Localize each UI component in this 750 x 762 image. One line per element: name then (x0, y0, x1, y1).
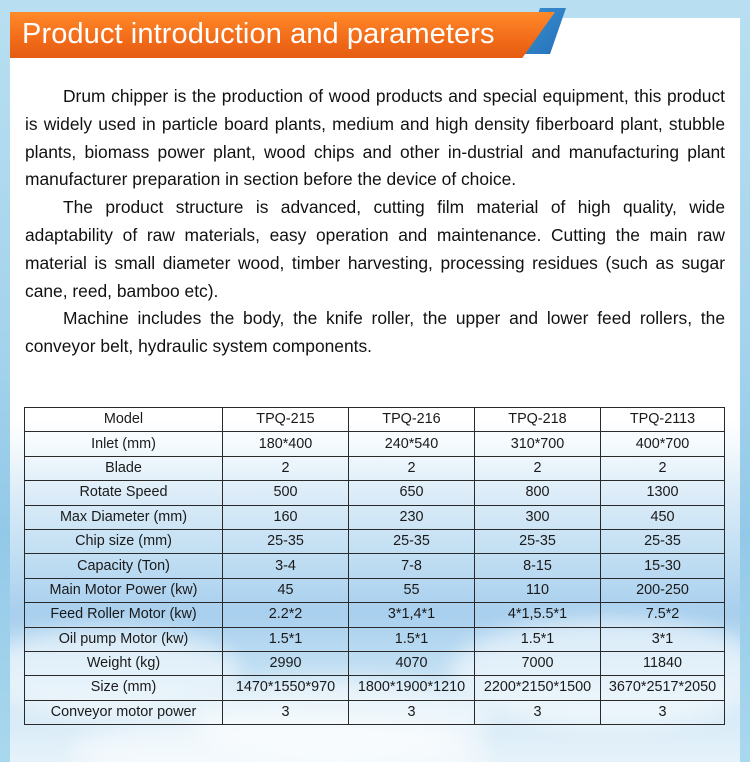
table-cell: 45 (223, 578, 349, 602)
table-cell: 1800*1900*1210 (349, 676, 475, 700)
table-cell: 3 (475, 700, 601, 724)
table-cell: 3 (601, 700, 725, 724)
table-row-label: Blade (25, 456, 223, 480)
table-cell: 230 (349, 505, 475, 529)
table-cell: 310*700 (475, 432, 601, 456)
table-cell: 25-35 (601, 529, 725, 553)
table-cell: 7.5*2 (601, 603, 725, 627)
table-cell: 4070 (349, 651, 475, 675)
table-row-label: Inlet (mm) (25, 432, 223, 456)
table-cell: 400*700 (601, 432, 725, 456)
table-header-row (25, 408, 725, 432)
table-cell: 3*1,4*1 (349, 603, 475, 627)
table-cell: 2 (601, 456, 725, 480)
table-cell: TPQ-216 (349, 408, 475, 432)
table-row (25, 554, 725, 578)
table-cell: 15-30 (601, 554, 725, 578)
intro-paragraph: Machine includes the body, the knife roller, the upper and lower feed rollers, the conveyor belt, hydraulic system components. (25, 308, 725, 357)
table-row-label: Capacity (Ton) (25, 554, 223, 578)
table-cell: 240*540 (349, 432, 475, 456)
table-row (25, 603, 725, 627)
table-cell: 2200*2150*1500 (475, 676, 601, 700)
table-cell: 1.5*1 (349, 627, 475, 651)
table-cell: TPQ-218 (475, 408, 601, 432)
table-cell: 2 (223, 456, 349, 480)
table-cell: 3*1 (601, 627, 725, 651)
table-row (25, 578, 725, 602)
table-cell: 450 (601, 505, 725, 529)
table-row (25, 700, 725, 724)
table-row (25, 481, 725, 505)
table-cell: 2.2*2 (223, 603, 349, 627)
table-cell: 800 (475, 481, 601, 505)
table-cell: 3 (223, 700, 349, 724)
table-cell: 25-35 (475, 529, 601, 553)
table-cell: TPQ-2113 (601, 408, 725, 432)
table-cell: 1470*1550*970 (223, 676, 349, 700)
table-cell: 500 (223, 481, 349, 505)
table-row-label: Chip size (mm) (25, 529, 223, 553)
table-row-label: Max Diameter (mm) (25, 505, 223, 529)
table-row (25, 505, 725, 529)
table-row-label: Weight (kg) (25, 651, 223, 675)
table-row (25, 529, 725, 553)
table-cell: 650 (349, 481, 475, 505)
table-row-label: Main Motor Power (kw) (25, 578, 223, 602)
table-cell: 8-15 (475, 554, 601, 578)
intro-paragraph: Drum chipper is the production of wood products and special equipment, this product is widely used in particle board plants, medium and high density fiberboard plant, stubble plants, biomass power plant, wood chips and other in-dustrial and manufacturing plant manufacturer preparation in section before the device of choice. (25, 86, 725, 190)
table-cell: 110 (475, 578, 601, 602)
product-introduction (25, 83, 725, 361)
table-row-label: Size (mm) (25, 676, 223, 700)
table-cell: 25-35 (349, 529, 475, 553)
table-row (25, 676, 725, 700)
table-row-label: Feed Roller Motor (kw) (25, 603, 223, 627)
section-title: Product introduction and parameters (22, 18, 495, 50)
table-row-label: Rotate Speed (25, 481, 223, 505)
table-row-label: Conveyor motor power (25, 700, 223, 724)
table-row (25, 432, 725, 456)
table-cell: 2 (475, 456, 601, 480)
table-cell: 1.5*1 (475, 627, 601, 651)
table-row (25, 627, 725, 651)
table-row (25, 456, 725, 480)
table-cell: 180*400 (223, 432, 349, 456)
intro-paragraph: The product structure is advanced, cutting film material of high quality, wide adaptability of raw materials, easy operation and maintenance. Cutting the main raw material is small diameter wood, timber harvesting, processing residues (such as sugar cane, reed, bamboo etc). (25, 197, 725, 301)
table-cell: 11840 (601, 651, 725, 675)
table-cell: 25-35 (223, 529, 349, 553)
table-row-label: Model (25, 408, 223, 432)
table-row (25, 651, 725, 675)
table-cell: 300 (475, 505, 601, 529)
table-cell: 2990 (223, 651, 349, 675)
table-cell: 7000 (475, 651, 601, 675)
table-cell: 3-4 (223, 554, 349, 578)
table-cell: 55 (349, 578, 475, 602)
table-cell: 1.5*1 (223, 627, 349, 651)
table-row-label: Oil pump Motor (kw) (25, 627, 223, 651)
table-cell: TPQ-215 (223, 408, 349, 432)
table-cell: 4*1,5.5*1 (475, 603, 601, 627)
table-cell: 2 (349, 456, 475, 480)
table-cell: 160 (223, 505, 349, 529)
table-cell: 3 (349, 700, 475, 724)
table-cell: 1300 (601, 481, 725, 505)
parameters-table (24, 407, 725, 725)
table-cell: 7-8 (349, 554, 475, 578)
table-cell: 200-250 (601, 578, 725, 602)
table-cell: 3670*2517*2050 (601, 676, 725, 700)
